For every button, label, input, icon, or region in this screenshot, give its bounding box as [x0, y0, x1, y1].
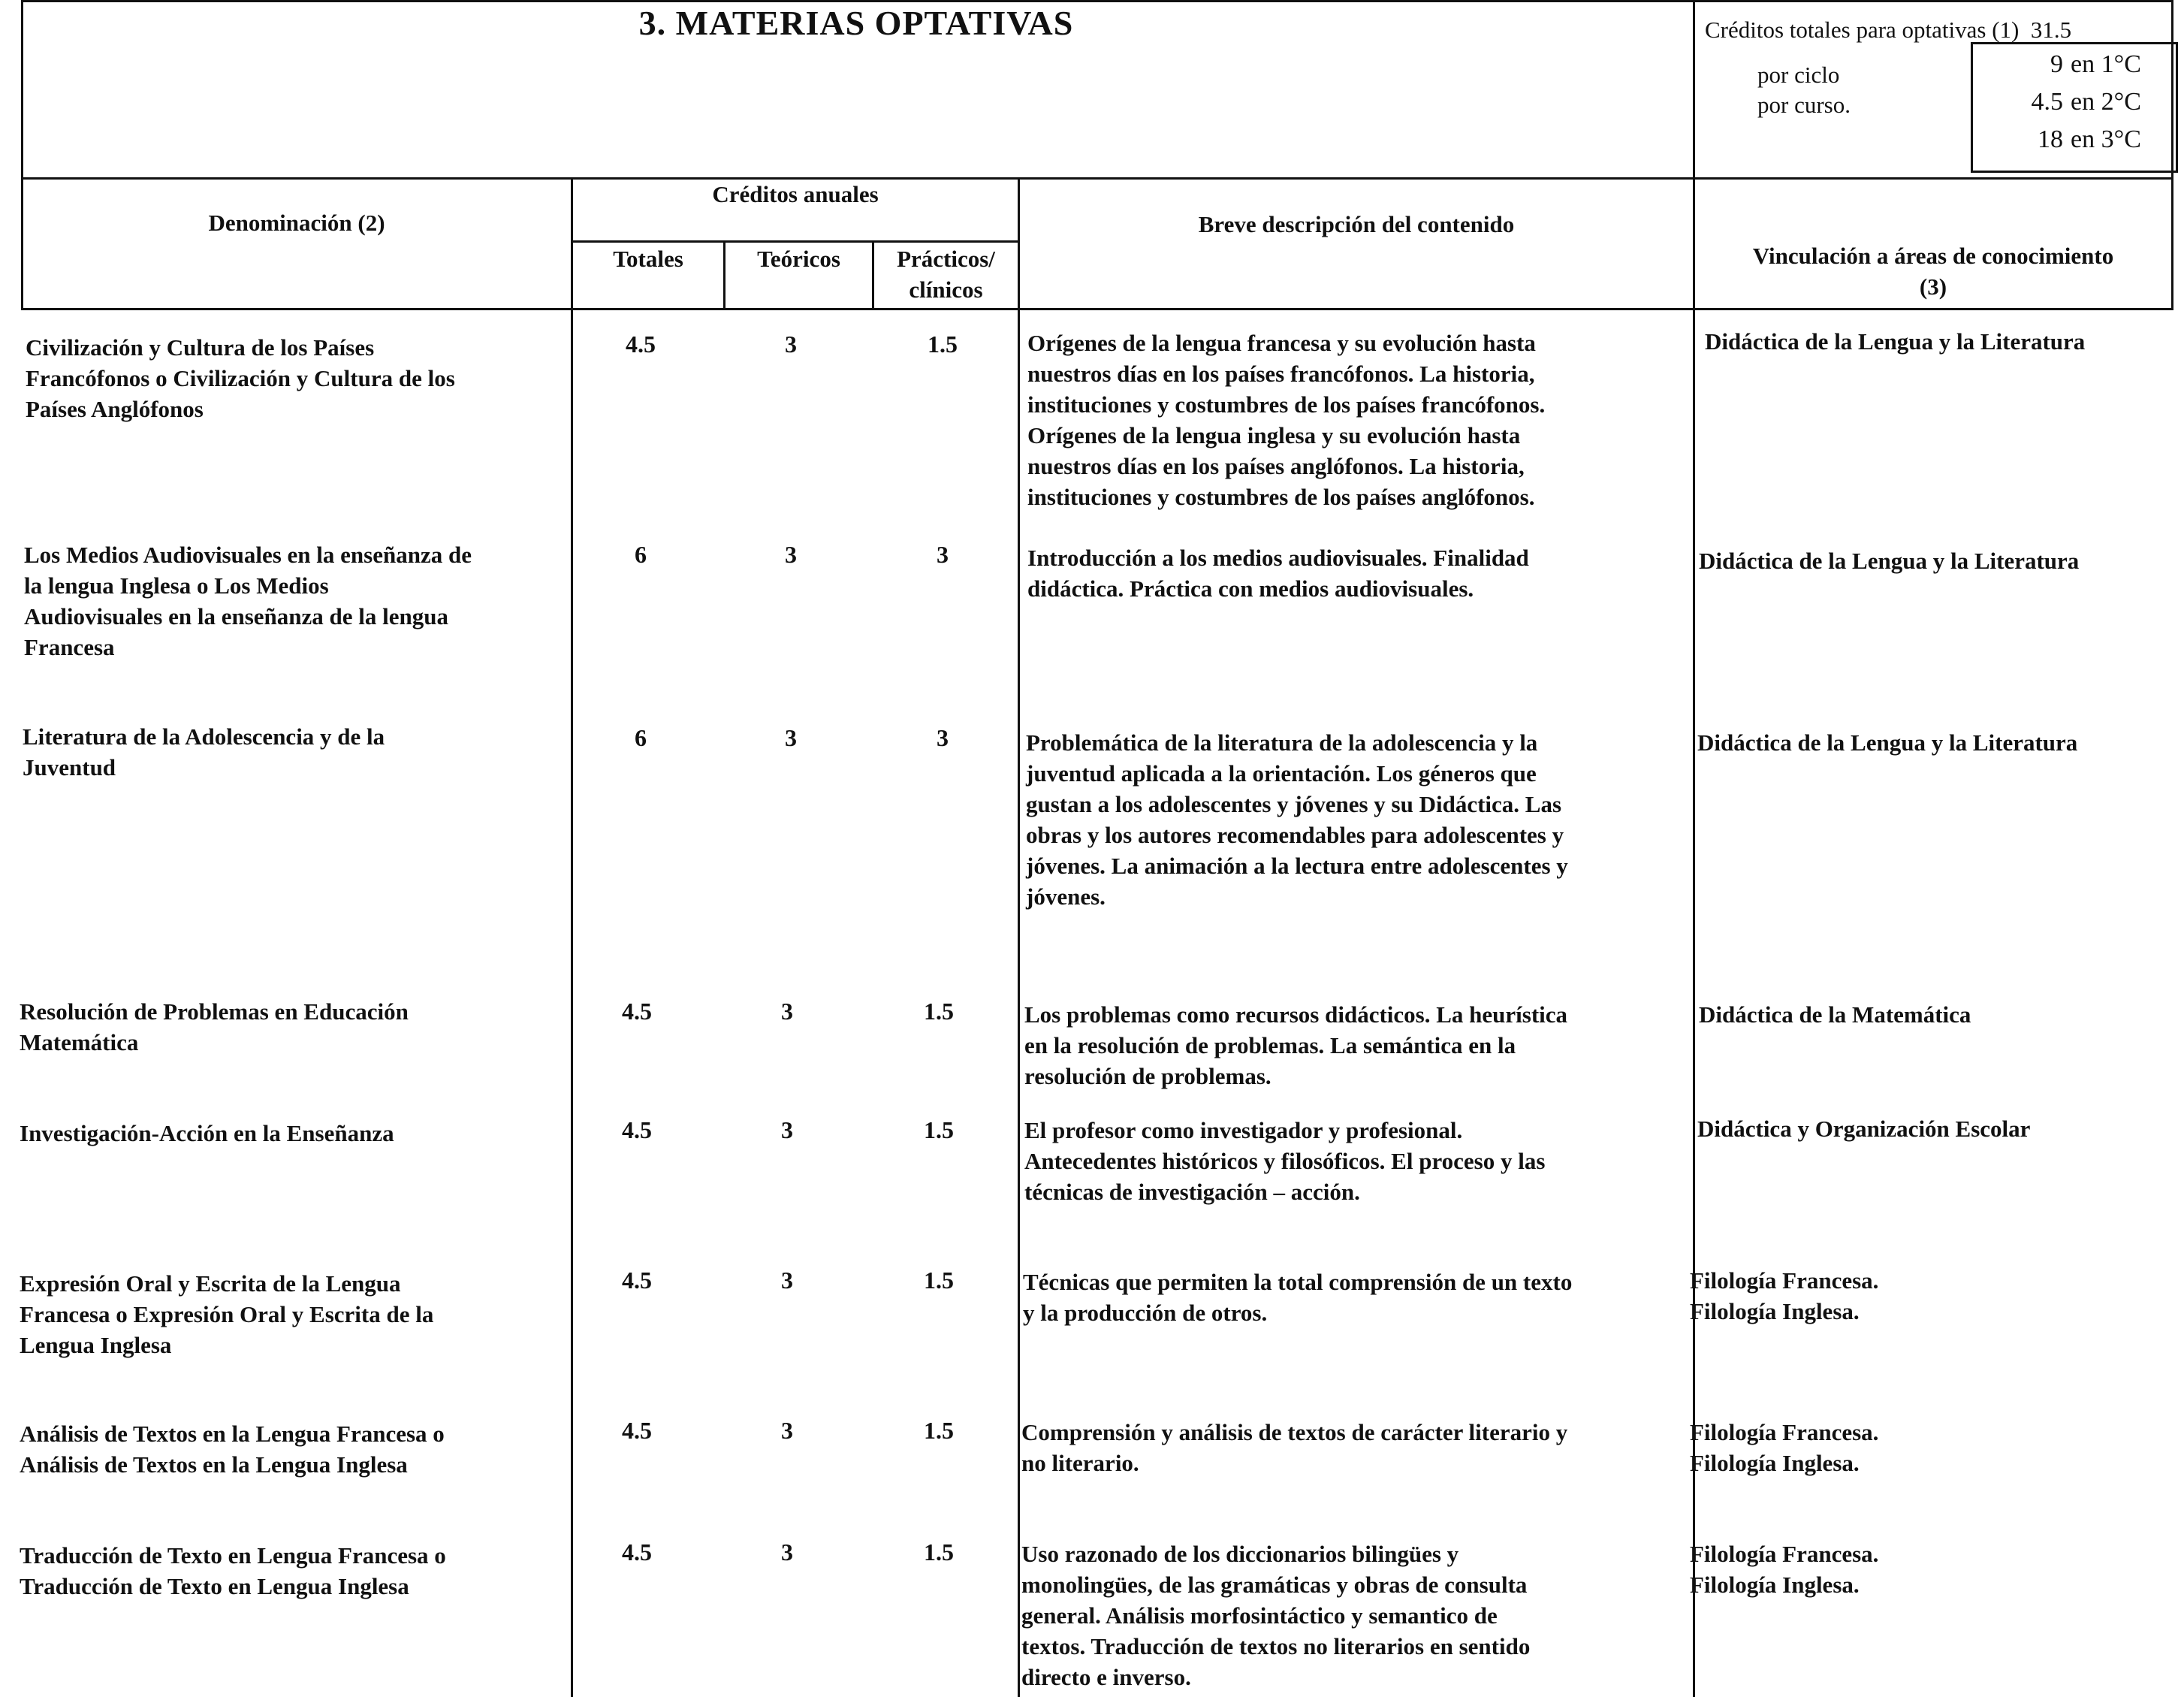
row-1-descripcion: Orígenes de la lengua francesa y su evolución hasta nuestros días en los países francófonos. La historia, instituciones y costumbres de los países francófonos. Orígenes de la lengua inglesa y su evolución hasta nuestros días en los países anglófonos. La historia, instituciones y costumbres de los países anglófonos. [1027, 330, 1546, 510]
col-header-totales: Totales [613, 246, 683, 272]
per-cycle-label: por ciclo [1757, 62, 1840, 88]
course-3-value: 18 [2038, 125, 2063, 153]
row-2-vinculacion: Didáctica de la Lengua y la Literatura [1699, 548, 2080, 574]
row-6-denominacion: Expresión Oral y Escrita de la Lengua Francesa o Expresión Oral y Escrita de la Lengua Inglesa [20, 1270, 434, 1358]
row-2-practicos: 3 [937, 541, 949, 568]
row-4-descripcion: Los problemas como recursos didácticos. La heurística en la resolución de problemas. La semántica en la resolución de problemas. [1024, 1001, 1568, 1089]
course-2-unit: en 2°C [2071, 88, 2141, 116]
row-4-totales: 4.5 [622, 998, 652, 1025]
row-7-practicos: 1.5 [924, 1417, 954, 1444]
row-5-vinculacion: Didáctica y Organización Escolar [1697, 1116, 2031, 1142]
course-1-value: 9 [2050, 50, 2063, 78]
course-3-unit: en 3°C [2071, 125, 2141, 153]
row-7-denominacion: Análisis de Textos en la Lengua Francesa o Análisis de Textos en la Lengua Inglesa [20, 1421, 445, 1478]
row-3-vinculacion: Didáctica de la Lengua y la Literatura [1697, 729, 2078, 756]
row-8-teoricos: 3 [781, 1538, 793, 1566]
row-5-teoricos: 3 [781, 1116, 793, 1143]
page-title: 3. MATERIAS OPTATIVAS [638, 4, 1074, 42]
total-credits-value: 31.5 [2030, 17, 2072, 43]
course-1-unit: en 1°C [2071, 50, 2141, 78]
row-8-vinculacion: Filología Francesa. Filología Inglesa. [1690, 1541, 1879, 1598]
row-4-teoricos: 3 [781, 998, 793, 1025]
row-3-totales: 6 [635, 724, 647, 751]
course-2-value: 4.5 [2031, 88, 2063, 116]
row-7-vinculacion: Filología Francesa. Filología Inglesa. [1690, 1419, 1879, 1476]
row-1-practicos: 1.5 [928, 331, 958, 358]
row-2-teoricos: 3 [785, 541, 797, 568]
credits-by-course-box [1971, 42, 2178, 173]
row-6-descripcion: Técnicas que permiten la total comprensión de un texto y la producción de otros. [1023, 1269, 1573, 1326]
row-1-vinculacion: Didáctica de la Lengua y la Literatura [1705, 328, 2086, 355]
row-1-totales: 4.5 [626, 331, 656, 358]
col-divider-4 [1018, 177, 1020, 1697]
row-3-teoricos: 3 [785, 724, 797, 751]
row-6-vinculacion: Filología Francesa. Filología Inglesa. [1690, 1267, 1879, 1324]
row-7-descripcion: Comprensión y análisis de textos de carácter literario y no literario. [1021, 1419, 1568, 1476]
row-3-denominacion: Literatura de la Adolescencia y de la Juventud [23, 723, 385, 781]
row-6-teoricos: 3 [781, 1267, 793, 1294]
row-7-totales: 4.5 [622, 1417, 652, 1444]
total-credits-label: Créditos totales para optativas (1) [1705, 17, 2020, 43]
row-4-denominacion: Resolución de Problemas en Educación Matemática [20, 998, 409, 1055]
row-8-denominacion: Traducción de Texto en Lengua Francesa o Traducción de Texto en Lengua Inglesa [20, 1542, 446, 1599]
row-7-teoricos: 3 [781, 1417, 793, 1444]
row-2-denominacion: Los Medios Audiovisuales en la enseñanza de la lengua Inglesa o Los Medios Audiovisuales en la enseñanza de la lengua Francesa [24, 542, 472, 660]
col-header-creditos-anuales: Créditos anuales [712, 181, 879, 207]
row-8-descripcion: Uso razonado de los diccionarios bilingües y monolingües, de las gramáticas y obras de consulta general. Análisis morfosintáctico y semantico de textos. Traducción de textos no literarios en sentido directo e inverso. [1021, 1541, 1531, 1690]
columns-bottom-border [21, 308, 2173, 310]
col-divider-1 [571, 177, 573, 1697]
total-credits [1705, 17, 2071, 44]
row-6-practicos: 1.5 [924, 1267, 954, 1294]
row-8-practicos: 1.5 [924, 1538, 954, 1566]
table-left-border [21, 0, 23, 308]
col-header-teoricos: Teóricos [757, 246, 840, 272]
row-5-denominacion: Investigación-Acción en la Enseñanza [20, 1120, 394, 1146]
col-header-practicos: Prácticos/ clínicos [897, 246, 995, 303]
row-2-descripcion: Introducción a los medios audiovisuales. Finalidad didáctica. Práctica con medios audiovisuales. [1027, 545, 1529, 602]
row-5-practicos: 1.5 [924, 1116, 954, 1143]
row-1-denominacion: Civilización y Cultura de los Países Francófonos o Civilización y Cultura de los Países Anglófonos [26, 334, 455, 422]
creditos-divider [572, 240, 1020, 243]
row-4-vinculacion: Didáctica de la Matemática [1699, 1001, 1971, 1028]
row-2-totales: 6 [635, 541, 647, 568]
row-5-totales: 4.5 [622, 1116, 652, 1143]
row-3-descripcion: Problemática de la literatura de la adolescencia y la juventud aplicada a la orientación. Los géneros que gustan a los adolescentes y jóvenes y su Didáctica. Las obras y los autores recomendables para adolescentes y jóvenes. La animación a la lectura entre adolescentes y jóvenes. [1026, 729, 1568, 910]
row-3-practicos: 3 [937, 724, 949, 751]
per-course-label: por curso. [1757, 92, 1851, 118]
header-bottom-border [21, 177, 2173, 180]
row-5-descripcion: El profesor como investigador y profesional. Antecedentes históricos y filosóficos. El proceso y las técnicas de investigación – acción. [1024, 1117, 1546, 1205]
row-6-totales: 4.5 [622, 1267, 652, 1294]
row-8-totales: 4.5 [622, 1538, 652, 1566]
table-top-border [21, 0, 2173, 2]
row-1-teoricos: 3 [785, 331, 797, 358]
col-header-descripcion: Breve descripción del contenido [1198, 211, 1515, 237]
col-header-denominacion: Denominación (2) [208, 210, 385, 236]
col-header-vinculacion: Vinculación a áreas de conocimiento (3) [1752, 243, 2114, 300]
row-4-practicos: 1.5 [924, 998, 954, 1025]
